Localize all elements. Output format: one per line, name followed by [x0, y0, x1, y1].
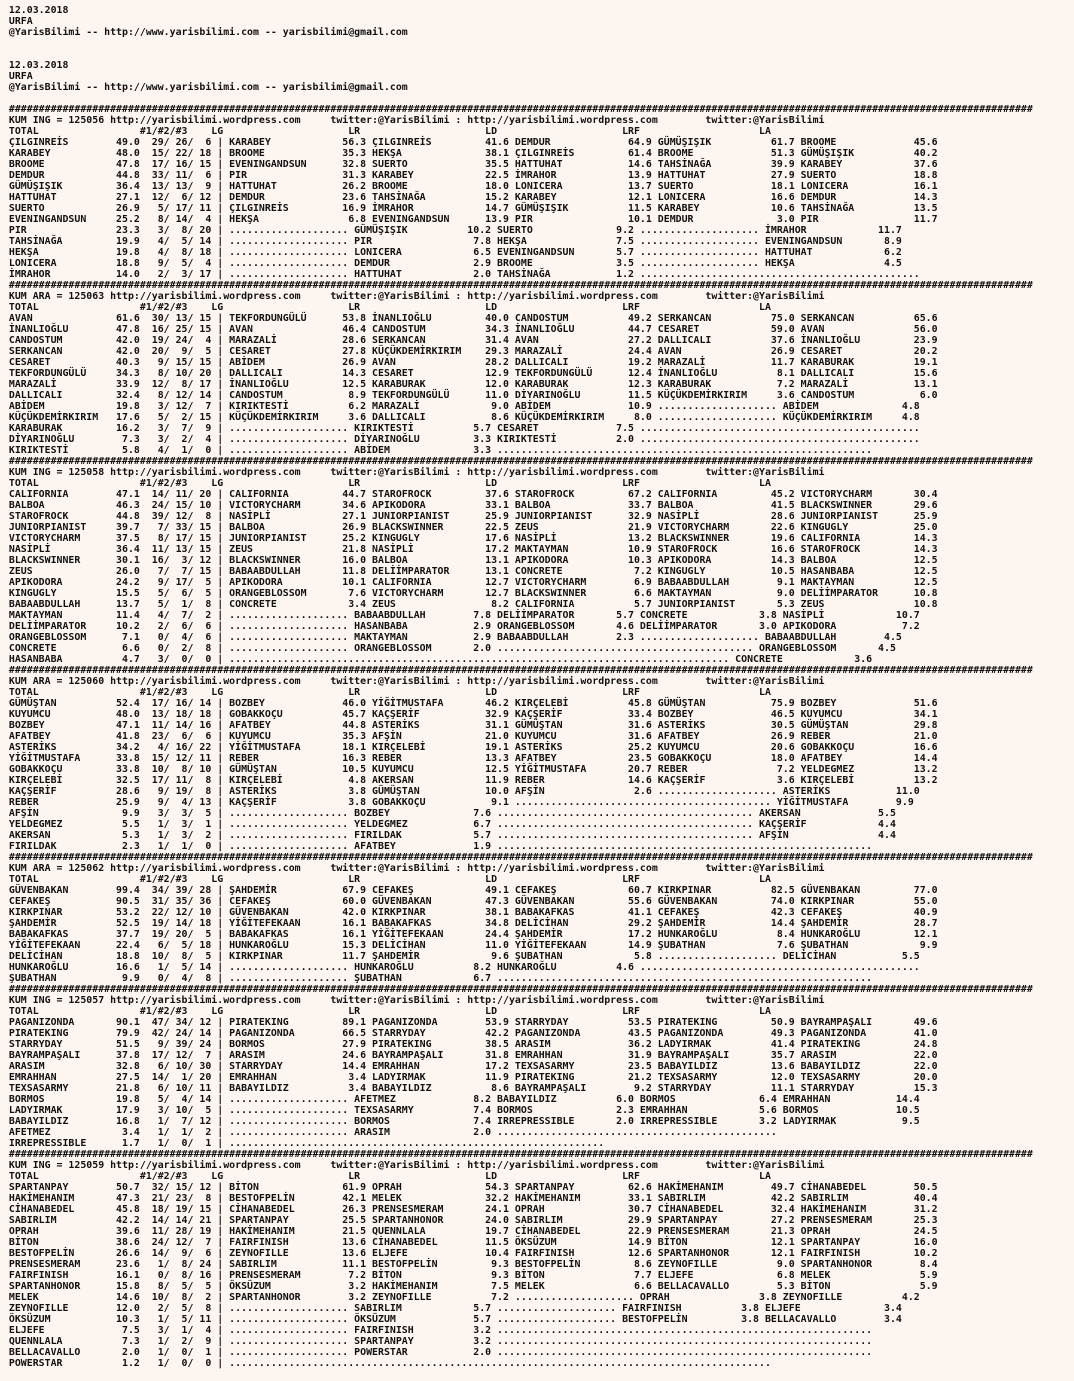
- text-line: ASTERİKS 34.2 4/ 16/ 22 | YİĞİTMUSTAFA 18.1 KIRÇELEBİ 19.1 ASTERİKS 25.2 KUYUMCU 20.6 GOBAKKOÇU 16.6: [8, 742, 938, 753]
- text-line: CEFAKEŞ 90.5 31/ 35/ 36 | CEFAKEŞ 60.0 GÜVENBAKAN 47.3 GÜVENBAKAN 55.6 GÜVENBAKAN 74.0 KIRKPINAR 55.0: [8, 896, 938, 907]
- text-line: KUM ING = 125059 http://yarisbilimi.wordpress.com twitter:@YarisBilimi : http://yarisbilimi.wordpress.com twitter:@YarisBilimi: [8, 1160, 825, 1171]
- text-line: DİYARINOĞLU 7.3 3/ 2/ 4 | .................... DİYARINOĞLU 3.3 KIRIKTESTİ 2.0 ...............................................: [8, 434, 920, 445]
- text-line: FAIRFINISH 16.1 0/ 8/ 16 | PRENSESMERAM 7.2 BİTON 9.3 BİTON 7.7 ELJEFE 6.8 MELEK 5.9: [8, 1270, 938, 1281]
- text-line: CİHANABEDEL 45.8 18/ 19/ 15 | CİHANABEDEL 26.3 PRENSESMERAM 24.1 OPRAH 30.7 CİHANABEDEL 32.4 HAKİMEHANIM 31.2: [8, 1204, 938, 1215]
- text-line: HATTUHAT 27.1 12/ 6/ 12 | DEMDUR 23.6 TAHSİNAĞA 15.2 KARABEY 12.1 LONICERA 16.6 DEMDUR 14.3: [8, 192, 938, 203]
- text-line: VICTORYCHARM 37.5 8/ 17/ 15 | JUNIORPIANIST 25.2 KINGUGLY 17.6 NASİPLİ 13.2 BLACKSWINNER 19.6 CALIFORNIA 14.3: [8, 533, 938, 544]
- text-line: HEKŞA 19.8 4/ 8/ 18 | .................... LONICERA 6.5 EVENINGANDSUN 5.7 .................... HATTUHAT 6.2: [8, 247, 902, 258]
- text-line: AFŞİN 9.9 3/ 3/ 5 | .................... BOZBEY 7.6 ........................................... AKERSAN 5.5: [8, 808, 896, 819]
- text-line: DELİİMPARATOR 10.2 2/ 6/ 6 | .................... HASANBABA 2.9 ORANGEBLOSSOM 4.6 DELİİMPARATOR 3.0 APIKODORA 7.2: [8, 621, 920, 632]
- text-line: BOZBEY 47.1 11/ 14/ 16 | AFATBEY 44.8 ASTERİKS 31.1 GÜMÜŞTAN 31.6 ASTERİKS 30.5 GÜMÜŞTAN 29.8: [8, 720, 938, 731]
- text-line: PAGANIZONDA 90.1 47/ 34/ 12 | PIRATEKING 89.1 PAGANIZONDA 53.9 STARRYDAY 53.5 PIRATEKING 50.9 BAYRAMPAŞALI 49.6: [8, 1017, 938, 1028]
- text-line: TOTAL #1/#2/#3 LG LR LD LRF LA: [8, 874, 771, 885]
- text-line: POWERSTAR 1.2 1/ 0/ 0 | ...........................................................................................: [8, 1358, 771, 1369]
- text-line: KUM ING = 125058 http://yarisbilimi.wordpress.com twitter:@YarisBilimi : http://yarisbilimi.wordpress.com twitter:@YarisBilimi: [8, 467, 825, 478]
- text-line: ############################################################################################################################################################################: [8, 665, 1033, 676]
- text-line: MARAZALİ 33.9 12/ 8/ 17 | İNANLIOĞLU 12.5 KARABURAK 12.0 KARABURAK 12.3 KARABURAK 7.2 MARAZALİ 13.1: [8, 379, 938, 390]
- text-line: EMRAHHAN 27.5 14/ 1/ 20 | EMRAHHAN 3.4 LADYIRMAK 11.9 PIRATEKING 21.2 TEXSASARMY 12.0 TEXSASARMY 20.0: [8, 1072, 938, 1083]
- text-line: PIR 23.3 3/ 8/ 20 | .................... GÜMÜŞIŞIK 10.2 SUERTO 9.2 .................... İMRAHOR 11.7: [8, 225, 902, 236]
- text-line: GÜVENBAKAN 99.4 34/ 39/ 28 | ŞAHDEMİR 67.9 CEFAKEŞ 49.1 CEFAKEŞ 60.7 KIRKPINAR 82.5 GÜVENBAKAN 77.0: [8, 885, 938, 896]
- text-line: KINGUGLY 15.5 5/ 6/ 5 | ORANGEBLOSSOM 7.6 VICTORYCHARM 12.7 BLACKSWINNER 6.6 MAKTAYMAN 9.0 DELİİMPARATOR 10.8: [8, 588, 938, 599]
- text-line: TAHSİNAĞA 19.9 4/ 5/ 14 | .................... PIR 7.8 HEKŞA 7.5 .................... EVENINGANDSUN 8.9: [8, 236, 902, 247]
- text-line: REBER 25.9 9/ 4/ 13 | KAÇŞERİF 3.8 GOBAKKOÇU 9.1 ........................................... YİĞİTMUSTAFA 9.9: [8, 797, 914, 808]
- text-line: İNANLIOĞLU 47.8 16/ 25/ 15 | AVAN 46.4 CANDOSTUM 34.3 İNANLIOĞLU 44.7 CESARET 59.0 AVAN 56.0: [8, 324, 938, 335]
- text-line: ŞAHDEMİR 52.5 19/ 14/ 18 | YİĞİTEFEKAAN 16.1 BABAKAFKAS 34.8 DELİCİHAN 29.2 ŞAHDEMİR 14.4 ŞAHDEMİR 28.7: [8, 918, 938, 929]
- text-line: CESARET 40.3 9/ 15/ 15 | ABİDEM 26.9 AVAN 28.2 DALLICALI 19.2 MARAZALİ 11.7 KARABURAK 19.1: [8, 357, 938, 368]
- text-line: ELJEFE 7.5 3/ 1/ 4 | .................... FAIRFINISH 3.2 ...............................................................: [8, 1325, 873, 1336]
- text-line: BELLACAVALLO 2.0 1/ 0/ 1 | .................... POWERSTAR 2.0 ...............................................................: [8, 1347, 873, 1358]
- text-line: HASANBABA 4.7 3/ 0/ 0 | .................................................................................... CONCRETE 3.6: [8, 654, 873, 665]
- text-line: ABİDEM 19.8 3/ 12/ 7 | KIRIKTESTİ 6.2 MARAZALİ 9.0 ABİDEM 10.9 .................... ABİDEM 4.8: [8, 401, 920, 412]
- text-line: BAYRAMPAŞALI 37.8 17/ 12/ 7 | ARASIM 24.6 BAYRAMPAŞALI 31.8 EMRAHHAN 31.9 BAYRAMPAŞALI 35.7 ARASIM 22.0: [8, 1050, 938, 1061]
- text-line: PIRATEKING 79.9 42/ 24/ 14 | PAGANIZONDA 66.5 STARRYDAY 42.2 PAGANIZONDA 43.5 PAGANIZONDA 49.3 PAGANIZONDA 41.0: [8, 1028, 938, 1039]
- text-line: ARASIM 32.8 6/ 10/ 30 | STARRYDAY 14.4 EMRAHHAN 17.2 TEXSASARMY 23.5 BABAYILDIZ 13.6 BABAYILDIZ 22.0: [8, 1061, 938, 1072]
- text-line: BALBOA 46.3 24/ 15/ 10 | VICTORYCHARM 34.6 APIKODORA 33.1 BALBOA 33.7 BALBOA 41.5 BLACKSWINNER 29.6: [8, 500, 938, 511]
- text-line: BİTON 38.6 24/ 12/ 7 | FAIRFINISH 13.6 CİHANABEDEL 11.5 ÖKSÜZUM 14.9 BİTON 12.1 SPARTANPAY 16.0: [8, 1237, 938, 1248]
- text-line: PRENSESMERAM 23.6 1/ 8/ 24 | SABIRLIM 11.1 BESTOFPELİN 9.3 BESTOFPELİN 8.6 ZEYNOFILLE 9.0 SPARTANHONOR 8.4: [8, 1259, 938, 1270]
- text-line: KARABEY 48.0 15/ 22/ 18 | BROOME 35.3 HEKŞA 38.1 ÇILGINREİS 61.4 BROOME 51.3 GÜMÜŞIŞIK 40.2: [8, 148, 938, 159]
- text-line: KARABURAK 16.2 3/ 7/ 9 | .................... KIRIKTESTİ 5.7 CESARET 7.5 ...............................................: [8, 423, 920, 434]
- text-line: YİĞİTMUSTAFA 33.8 15/ 12/ 11 | REBER 16.3 REBER 13.3 AFATBEY 23.5 GOBAKKOÇU 18.0 AFATBEY 14.4: [8, 753, 938, 764]
- text-line: LONICERA 18.8 9/ 5/ 4 | .................... DEMDUR 2.9 BROOME 3.5 .................... HEKŞA 4.5: [8, 258, 902, 269]
- text-line: KIRKPINAR 53.2 22/ 12/ 10 | GÜVENBAKAN 42.0 KIRKPINAR 38.1 BABAKAFKAS 41.1 CEFAKEŞ 42.3 CEFAKEŞ 40.9: [8, 907, 938, 918]
- text-line: İMRAHOR 14.0 2/ 3/ 17 | .................... HATTUHAT 2.0 TAHSİNAĞA 1.2 ...............................................: [8, 269, 920, 280]
- text-line: ############################################################################################################################################################################: [8, 104, 1033, 115]
- text-line: CALIFORNIA 47.1 14/ 11/ 20 | CALIFORNIA 44.7 STAROFROCK 37.6 STAROFROCK 67.2 CALIFORNIA 45.2 VICTORYCHARM 30.4: [8, 489, 938, 500]
- text-line: DELİCİHAN 18.8 10/ 8/ 5 | KIRKPINAR 11.7 ŞAHDEMİR 9.6 ŞUBATHAN 5.8 .................... DELİCİHAN 5.5: [8, 951, 920, 962]
- text-line: LADYIRMAK 17.9 3/ 10/ 5 | .................... TEXSASARMY 7.4 BORMOS 2.3 EMRAHHAN 5.6 BORMOS 10.5: [8, 1105, 920, 1116]
- text-line: DALLICALI 32.4 8/ 12/ 14 | CANDOSTUM 8.9 TEKFORDUNGÜLÜ 11.0 DİYARINOĞLU 11.5 KÜÇÜKDEMİRKIRIM 3.6 CANDOSTUM 6.0: [8, 390, 938, 401]
- text-line: ŞUBATHAN 9.9 0/ 4/ 8 | .................... ŞUBATHAN 6.7 ...............................................................: [8, 973, 873, 984]
- text-line: BABAKAFKAS 37.7 19/ 20/ 5 | BABAKAFKAS 16.1 YİĞİTEFEKAAN 24.4 ŞAHDEMİR 17.2 HUNKAROĞLU 8.4 HUNKAROĞLU 12.1: [8, 929, 938, 940]
- text-line: GOBAKKOÇU 33.8 10/ 8/ 10 | GÜMÜŞTAN 10.5 KUYUMCU 12.5 YİĞİTMUSTAFA 20.7 REBER 7.2 YELDEGMEZ 13.2: [8, 764, 938, 775]
- text-line: ############################################################################################################################################################################: [8, 456, 1033, 467]
- text-line: ############################################################################################################################################################################: [8, 280, 1033, 291]
- text-line: KIRIKTESTİ 5.8 4/ 1/ 0 | .................... ABİDEM 3.3 ...............................................................: [8, 445, 873, 456]
- text-line: TOTAL #1/#2/#3 LG LR LD LRF LA: [8, 687, 771, 698]
- text-line: MELEK 14.6 10/ 8/ 2 | SPARTANHONOR 3.2 ZEYNOFILLE 7.2 .................... OPRAH 3.8 ZEYNOFILLE 4.2: [8, 1292, 920, 1303]
- text-line: KAÇŞERİF 28.6 9/ 19/ 8 | ASTERİKS 3.8 GÜMÜŞTAN 10.0 AFŞİN 2.6 .................... ASTERİKS 11.0: [8, 786, 920, 797]
- text-line: GÜMÜŞIŞIK 36.4 13/ 13/ 9 | HATTUHAT 26.2 BROOME 18.0 LONICERA 13.7 SUERTO 18.1 LONICERA 16.1: [8, 181, 938, 192]
- text-line: @YarisBilimi -- http://www.yarisbilimi.com -- yarisbilimi@gmail.com: [8, 27, 408, 38]
- text-line: STARRYDAY 51.5 9/ 39/ 24 | BORMOS 27.9 PIRATEKING 38.5 ARASIM 36.2 LADYIRMAK 41.4 PIRATEKING 24.8: [8, 1039, 938, 1050]
- text-line: [9, 93, 1062, 104]
- text-line: EVENINGANDSUN 25.2 8/ 14/ 4 | HEKŞA 6.8 EVENINGANDSUN 13.9 PIR 10.1 DEMDUR 3.0 PIR 11.7: [8, 214, 938, 225]
- text-line: URFA: [8, 71, 33, 82]
- text-line: ############################################################################################################################################################################: [8, 852, 1033, 863]
- text-line: SPARTANPAY 50.7 32/ 15/ 12 | BİTON 61.9 OPRAH 54.3 SPARTANPAY 62.6 HAKİMEHANIM 49.7 CİHANABEDEL 50.5: [8, 1182, 938, 1193]
- text-line: BORMOS 19.8 5/ 4/ 14 | .................... AFETMEZ 8.2 BABAYILDIZ 6.0 BORMOS 6.4 EMRAHHAN 14.4: [8, 1094, 920, 1105]
- text-line: [9, 49, 1062, 60]
- text-line: STAROFROCK 44.8 39/ 12/ 8 | NASİPLİ 27.1 JUNIORPIANIST 25.9 JUNIORPIANIST 32.9 NASİPLİ 28.6 JUNIORPIANIST 25.9: [8, 511, 938, 522]
- text-line: TEXSASARMY 21.8 6/ 10/ 11 | BABAYILDIZ 3.4 BABAYILDIZ 8.6 BAYRAMPAŞALI 9.2 STARRYDAY 11.1 STARRYDAY 15.3: [8, 1083, 938, 1094]
- text-line: KUM ARA = 125060 http://yarisbilimi.wordpress.com twitter:@YarisBilimi : http://yarisbilimi.wordpress.com twitter:@YarisBilimi: [8, 676, 825, 687]
- text-line: ÇILGINREİS 49.0 29/ 26/ 6 | KARABEY 56.3 ÇILGINREİS 41.6 DEMDUR 64.9 GÜMÜŞIŞIK 61.7 BROOME 45.6: [8, 137, 938, 148]
- text-line: TOTAL #1/#2/#3 LG LR LD LRF LA: [8, 1006, 771, 1017]
- text-line: HAKİMEHANIM 47.3 21/ 23/ 8 | BESTOFPELİN 42.1 MELEK 32.2 HAKİMEHANIM 33.1 SABIRLIM 42.2 SABIRLIM 40.4: [8, 1193, 938, 1204]
- text-line: YİĞİTEFEKAAN 22.4 6/ 5/ 18 | HUNKAROĞLU 15.3 DELİCİHAN 11.0 YİĞİTEFEKAAN 14.9 ŞUBATHAN 7.6 ŞUBATHAN 9.9: [8, 940, 938, 951]
- text-line: KUM ING = 125056 http://yarisbilimi.wordpress.com twitter:@YarisBilimi : http://yarisbilimi.wordpress.com twitter:@YarisBilimi: [8, 115, 825, 126]
- text-line: ZEYNOFILLE 12.0 2/ 5/ 8 | .................... SABIRLIM 5.7 .................... FAIRFINISH 3.8 ELJEFE 3.4: [8, 1303, 902, 1314]
- text-line: KUM ING = 125057 http://yarisbilimi.wordpress.com twitter:@YarisBilimi : http://yarisbilimi.wordpress.com twitter:@YarisBilimi: [8, 995, 825, 1006]
- text-line: IRREPRESSIBLE 1.7 1/ 0/ 1 | ...............................................................: [8, 1138, 605, 1149]
- text-line: YELDEGMEZ 5.5 1/ 3/ 1 | .................... YELDEGMEZ 6.7 ........................................... KAÇŞERİF 4.4: [8, 819, 896, 830]
- text-line: SERKANCAN 42.0 20/ 9/ 5 | CESARET 27.8 KÜÇÜKDEMİRKIRIM 29.3 MARAZALİ 24.4 AVAN 26.9 CESARET 20.2: [8, 346, 938, 357]
- text-line: TOTAL #1/#2/#3 LG LR LD LRF LA: [8, 126, 771, 137]
- text-line: URFA: [8, 16, 33, 27]
- text-line: ÖKSÜZUM 10.3 1/ 5/ 11 | .................... ÖKSÜZUM 5.7 .................... BESTOFPELİN 3.8 BELLACAVALLO 3.4: [8, 1314, 902, 1325]
- text-line: @YarisBilimi -- http://www.yarisbilimi.com -- yarisbilimi@gmail.com: [8, 82, 408, 93]
- text-line: ############################################################################################################################################################################: [8, 984, 1033, 995]
- text-line: SPARTANHONOR 15.8 8/ 5/ 5 | ÖKSÜZUM 3.2 HAKİMEHANIM 7.5 MELEK 6.6 BELLACAVALLO 5.3 BİTON 5.9: [8, 1281, 938, 1292]
- text-line: TOTAL #1/#2/#3 LG LR LD LRF LA: [8, 1171, 771, 1182]
- text-line: BESTOFPELİN 26.6 14/ 9/ 6 | ZEYNOFILLE 13.6 ELJEFE 10.4 FAIRFINISH 12.6 SPARTANHONOR 12.1 FAIRFINISH 10.2: [8, 1248, 938, 1259]
- text-line: KUM ARA = 125063 http://yarisbilimi.wordpress.com twitter:@YarisBilimi : http://yarisbilimi.wordpress.com twitter:@YarisBilimi: [8, 291, 825, 302]
- text-line: [9, 38, 1062, 49]
- text-line: 12.03.2018: [8, 60, 69, 71]
- text-line: ZEUS 26.0 7/ 7/ 15 | BABAABDULLAH 11.8 DELİİMPARATOR 13.1 CONCRETE 7.2 KINGUGLY 10.5 HASANBABA 12.5: [8, 566, 938, 577]
- text-line: JUNIORPIANIST 39.7 7/ 33/ 15 | BALBOA 26.9 BLACKSWINNER 22.5 ZEUS 21.9 VICTORYCHARM 22.6 KINGUGLY 25.0: [8, 522, 938, 533]
- text-line: SUERTO 26.9 5/ 17/ 11 | ÇILGINREİS 16.9 İMRAHOR 14.7 GÜMÜŞIŞIK 11.5 KARABEY 10.6 TAHSİNAĞA 13.5: [8, 203, 938, 214]
- text-line: AVAN 61.6 30/ 13/ 15 | TEKFORDUNGÜLÜ 53.8 İNANLIOĞLU 40.0 CANDOSTUM 49.2 SERKANCAN 75.0 SERKANCAN 65.6: [8, 313, 938, 324]
- text-line: HUNKAROĞLU 16.6 1/ 5/ 14 | .................... HUNKAROĞLU 8.2 HUNKAROĞLU 4.6 ...............................................: [8, 962, 920, 973]
- text-line: KUM ARA = 125062 http://yarisbilimi.wordpress.com twitter:@YarisBilimi : http://yarisbilimi.wordpress.com twitter:@YarisBilimi: [8, 863, 825, 874]
- text-line: 12.03.2018: [8, 5, 69, 16]
- text-line: ############################################################################################################################################################################: [8, 1149, 1033, 1160]
- text-line: TOTAL #1/#2/#3 LG LR LD LRF LA: [8, 302, 771, 313]
- text-line: NASİPLİ 36.4 11/ 13/ 15 | ZEUS 21.8 NASİPLİ 17.2 MAKTAYMAN 10.9 STAROFROCK 16.6 STAROFROCK 14.3: [8, 544, 938, 555]
- text-line: MAKTAYMAN 11.4 4/ 7/ 2 | .................... BABAABDULLAH 7.8 DELİİMPARATOR 5.7 CONCRETE 3.8 NASİPLİ 10.7: [8, 610, 920, 621]
- text-line: APIKODORA 24.2 9/ 17/ 5 | APIKODORA 10.1 CALIFORNIA 12.7 VICTORYCHARM 6.9 BABAABDULLAH 9.1 MAKTAYMAN 12.5: [8, 577, 938, 588]
- text-line: TOTAL #1/#2/#3 LG LR LD LRF LA: [8, 478, 771, 489]
- text-line: AFATBEY 41.8 23/ 6/ 6 | KUYUMCU 35.3 AFŞİN 21.0 KUYUMCU 31.6 AFATBEY 26.9 REBER 21.0: [8, 731, 938, 742]
- text-line: ORANGEBLOSSOM 7.1 0/ 4/ 6 | .................... MAKTAYMAN 2.9 BABAABDULLAH 2.3 .................... BABAABDULLAH 4.5: [8, 632, 902, 643]
- text-line: KUYUMCU 48.0 13/ 18/ 18 | GOBAKKOÇU 45.7 KAÇŞERİF 32.9 KAÇŞERİF 33.4 BOZBEY 46.5 KUYUMCU 34.1: [8, 709, 938, 720]
- text-line: BABAYILDIZ 16.8 1/ 7/ 12 | .................... BORMOS 7.4 IRREPRESSIBLE 2.0 IRREPRESSIBLE 3.2 LADYIRMAK 9.5: [8, 1116, 920, 1127]
- text-line: TEKFORDUNGÜLÜ 34.3 8/ 10/ 20 | DALLICALI 14.3 CESARET 12.9 TEKFORDUNGÜLÜ 12.4 İNANLIOĞLU 8.1 DALLICALI 15.6: [8, 368, 938, 379]
- text-line: BLACKSWINNER 30.1 16/ 3/ 12 | BLACKSWINNER 16.0 BALBOA 13.1 APIKODORA 10.3 APIKODORA 14.3 BALBOA 12.5: [8, 555, 938, 566]
- text-line: BROOME 47.8 17/ 16/ 15 | EVENINGANDSUN 32.8 SUERTO 35.5 HATTUHAT 14.6 TAHSİNAĞA 39.9 KARABEY 37.6: [8, 159, 938, 170]
- text-line: KIRÇELEBİ 32.5 17/ 11/ 8 | KIRÇELEBİ 4.8 AKERSAN 11.9 REBER 14.6 KAÇŞERİF 3.6 KIRÇELEBİ 13.2: [8, 775, 938, 786]
- text-line: AKERSAN 5.3 1/ 3/ 2 | .................... FIRILDAK 5.7 ........................................... AFŞİN 4.4: [8, 830, 896, 841]
- text-line: AFETMEZ 3.4 1/ 1/ 2 | .................... ARASIM 2.0 ...............................................: [8, 1127, 777, 1138]
- text-line: CANDOSTUM 42.0 19/ 24/ 4 | MARAZALİ 28.6 SERKANCAN 31.4 AVAN 27.2 DALLICALI 37.6 İNANLIOĞLU 23.9: [8, 335, 938, 346]
- text-line: GÜMÜŞTAN 52.4 17/ 16/ 14 | BOZBEY 46.0 YİĞİTMUSTAFA 46.2 KIRÇELEBİ 45.8 GÜMÜŞTAN 75.9 BOZBEY 51.6: [8, 698, 938, 709]
- text-line: BABAABDULLAH 13.7 5/ 1/ 8 | CONCRETE 3.4 ZEUS 8.2 CALIFORNIA 5.7 JUNIORPIANIST 5.3 ZEUS 10.8: [8, 599, 938, 610]
- text-line: FIRILDAK 2.3 1/ 1/ 0 | .................... AFATBEY 1.9 ...............................................................: [8, 841, 873, 852]
- text-line: CONCRETE 6.6 0/ 2/ 8 | .................... ORANGEBLOSSOM 2.0 ........................................... ORANGEBLOSSOM 4.5: [8, 643, 896, 654]
- text-line: QUENNLALA 7.3 1/ 2/ 9 | .................... SPARTANPAY 3.2 ...............................................................: [8, 1336, 873, 1347]
- text-line: KÜÇÜKDEMİRKIRIM 17.6 5/ 2/ 15 | KÜÇÜKDEMİRKIRIM 3.6 DALLICALI 8.6 KÜÇÜKDEMİRKIRIM 8.0 .................... KÜÇÜKDEMİRKIRIM 4.8: [8, 412, 920, 423]
- text-line: SABIRLIM 42.2 14/ 14/ 21 | SPARTANPAY 25.5 SPARTANHONOR 24.0 SABIRLIM 29.9 SPARTANPAY 27.2 PRENSESMERAM 25.3: [8, 1215, 938, 1226]
- text-line: DEMDUR 44.8 33/ 11/ 6 | PIR 31.3 KARABEY 22.5 İMRAHOR 13.9 HATTUHAT 27.9 SUERTO 18.8: [8, 170, 938, 181]
- text-line: OPRAH 39.6 11/ 28/ 19 | HAKİMEHANIM 21.5 QUENNLALA 19.7 CİHANABEDEL 22.9 PRENSESMERAM 21.3 OPRAH 24.5: [8, 1226, 938, 1237]
